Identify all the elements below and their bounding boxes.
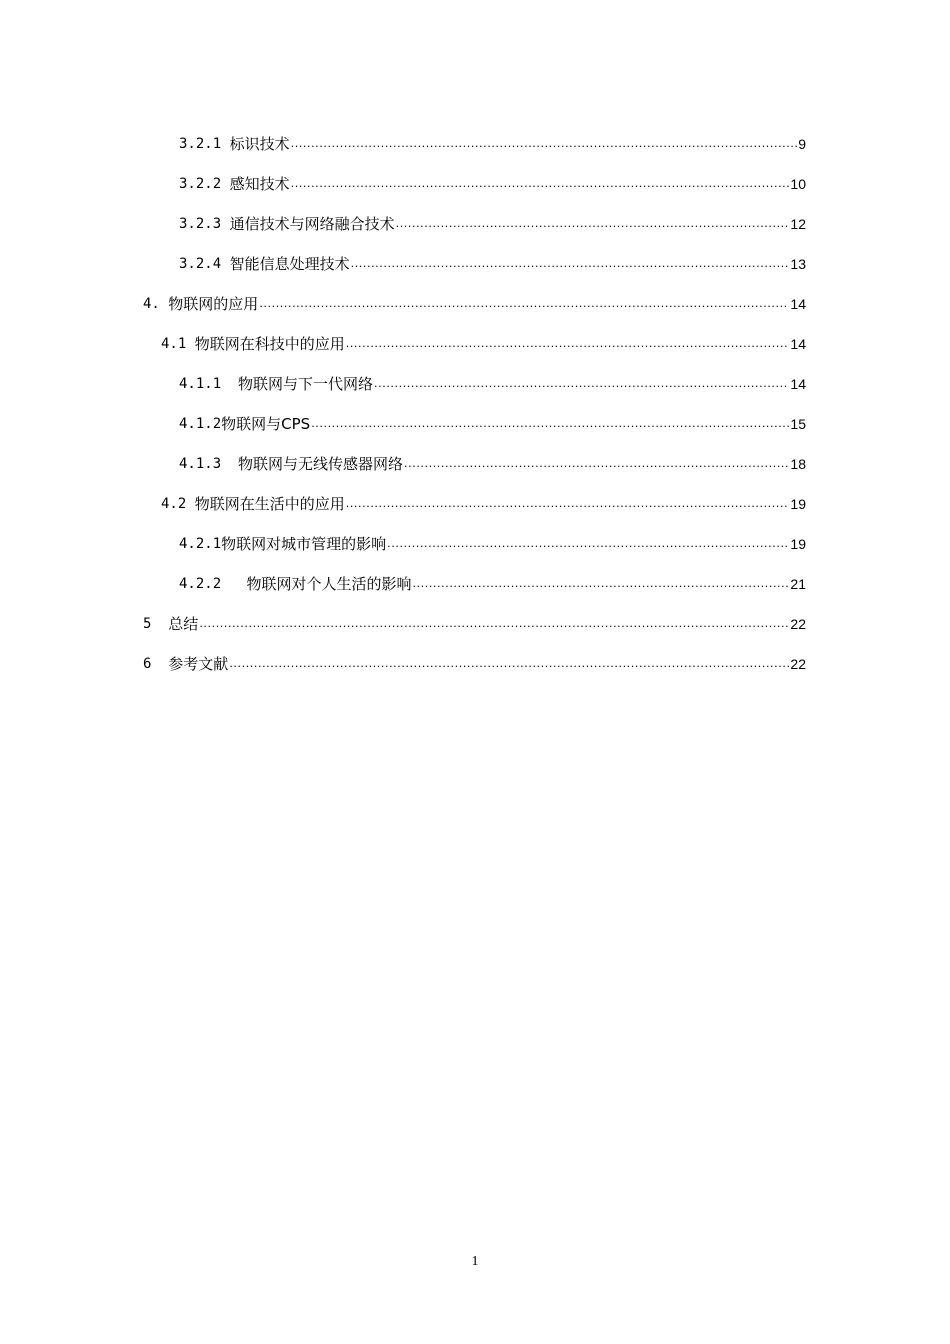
toc-entry-4-1[interactable]: [161, 330, 806, 354]
toc-entry-title: 智能信息处理技术: [229, 255, 350, 273]
toc-entry-number: 4.1.2: [179, 416, 222, 432]
toc-entry-page: 19: [790, 536, 806, 552]
toc-dot-leader: [259, 294, 789, 314]
toc-entry-number: 4.2.2: [179, 576, 247, 592]
toc-dot-leader: [311, 414, 789, 434]
toc-entry-4-1-2[interactable]: [179, 410, 806, 434]
toc-entry-number: 6: [143, 656, 169, 672]
toc-entry-page: 22: [790, 616, 806, 632]
toc-entry-number: 5: [143, 616, 169, 632]
toc-entry-title: 总结: [168, 615, 199, 633]
toc-entry-title: 物联网在科技中的应用: [194, 335, 345, 353]
toc-entry-3-2-1[interactable]: [179, 130, 806, 154]
toc-entry-page: 10: [790, 176, 806, 192]
toc-dot-leader: [396, 214, 790, 234]
toc-dot-leader: [291, 134, 798, 154]
toc-entry-number: 3.2.2: [179, 176, 230, 192]
toc-entry-title: 物联网与下一代网络: [238, 375, 374, 393]
toc-entry-number: 4.1: [161, 336, 195, 352]
toc-dot-leader: [387, 534, 789, 554]
toc-dot-leader: [291, 174, 790, 194]
toc-dot-leader: [404, 454, 789, 474]
toc-dot-leader: [346, 334, 790, 354]
page-number: 1: [471, 1254, 479, 1269]
toc-entry-page: 14: [790, 376, 806, 392]
toc-entry-title: 感知技术: [229, 175, 290, 193]
toc-entry-title: 参考文献: [168, 655, 229, 673]
toc-entry-5[interactable]: [143, 610, 806, 634]
toc-entry-page: 13: [790, 256, 806, 272]
toc-entry-page: 18: [790, 456, 806, 472]
toc-entry-title: 标识技术: [229, 135, 290, 153]
toc-entry-4-2-2[interactable]: [179, 570, 806, 594]
toc-entry-4[interactable]: [143, 290, 806, 314]
toc-entry-page: 12: [790, 216, 806, 232]
toc-entry-page: 14: [790, 336, 806, 352]
toc-entry-page: 21: [790, 576, 806, 592]
toc-entry-page: 15: [790, 416, 806, 432]
toc-entry-title: 物联网对个人生活的影响: [246, 575, 412, 593]
toc-entry-page: 9: [798, 136, 806, 152]
toc-entry-number: 4.: [143, 296, 169, 312]
toc-entry-6[interactable]: [143, 650, 806, 674]
toc-dot-leader: [229, 654, 789, 674]
toc-entry-number: 4.2: [161, 496, 195, 512]
toc-dot-leader: [199, 614, 789, 634]
toc-entry-number: 4.1.3: [179, 456, 239, 472]
toc-entry-number: 4.1.1: [179, 376, 239, 392]
toc-entry-4-1-3[interactable]: [179, 450, 806, 474]
toc-dot-leader: [412, 574, 789, 594]
toc-entry-title: 物联网与无线传感器网络: [238, 455, 404, 473]
toc-entry-page: 22: [790, 656, 806, 672]
toc-entry-title: 物联网与CPS: [221, 415, 311, 433]
toc-entry-number: 3.2.1: [179, 136, 230, 152]
toc-dot-leader: [346, 494, 790, 514]
toc-entry-page: 14: [790, 296, 806, 312]
toc-entry-4-2[interactable]: [161, 490, 806, 514]
toc-dot-leader: [374, 374, 789, 394]
toc-entry-4-1-1[interactable]: [179, 370, 806, 394]
toc-entry-number: 4.2.1: [179, 536, 222, 552]
toc-entry-title: 物联网对城市管理的影响: [221, 535, 387, 553]
toc-entry-title: 物联网在生活中的应用: [194, 495, 345, 513]
toc-entry-4-2-1[interactable]: [179, 530, 806, 554]
toc-entry-3-2-2[interactable]: [179, 170, 806, 194]
toc-entry-page: 19: [790, 496, 806, 512]
toc-entry-3-2-4[interactable]: [179, 250, 806, 274]
toc-entry-number: 3.2.4: [179, 256, 230, 272]
toc-entry-number: 3.2.3: [179, 216, 230, 232]
toc-dot-leader: [351, 254, 790, 274]
toc-entry-3-2-3[interactable]: [179, 210, 806, 234]
toc-entry-title: 物联网的应用: [168, 295, 259, 313]
toc-entry-title: 通信技术与网络融合技术: [229, 215, 395, 233]
